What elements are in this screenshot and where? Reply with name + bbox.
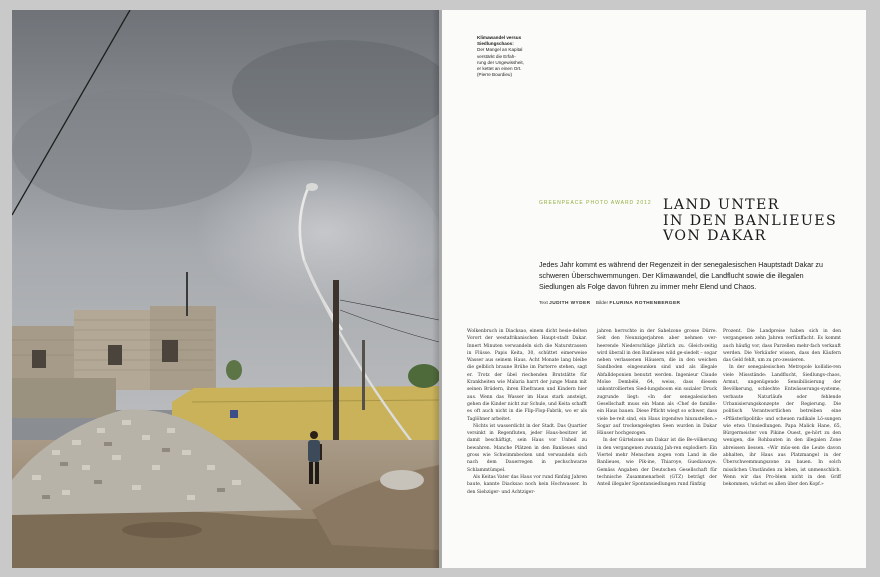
caption-line: Klimawandel versus <box>477 35 522 40</box>
byline <box>539 301 680 306</box>
body-column-2 <box>597 328 717 489</box>
street-photo <box>12 10 439 568</box>
body-paragraph: In der Gürtelzone um Dakar ist die Be-völkerung in den vergangenen zwanzig Jah-ren explodiert: Ein Viertel mehr Menschen zogen vom Land in die Banlieues, wie Pik-ine, Thiaroye, Guediawaye. Gemäss Angaben der Deutschen Gesellschaft für technische Zusammenarbeit (GTZ) beträgt der Anteil illegaler Spontansiedlungen rund fünfzig <box>597 438 717 488</box>
body-paragraph: In der senegalesischen Metropole kollidie-ren viele Missstände: Landflucht, Siedlungs-chaos, Armut, ungenügende Sensibilisierung der Bevölkerung, schlechte Entwässerungs-systeme, verbaute Naturläufe oder fehlende Urbanisierungskonzepte der Regierung. Die politisch Verantwortlichen betreiben eine «Pflästerlipolitik» und scheuen radikale Lö-sungen wie etwa Umsiedlungen. Papa Malick Hane, 65, Bürgermeister von Pikine Ouest, ge-hört zu den wenigen, die Rohbauten in den illegalen Zone abreissen liessen. «Wir müs-sen die Leute davon abhalten, ihr Haus aus Platzmangel in der Überschwemmungszone zu bauen. In solch misslichen Umständen zu leben, ist unmenschlich. Wenn wir das Pro-blem nicht in den Griff bekommen, wächst es allen über den Kopf.» <box>723 365 841 488</box>
body-paragraph: Als Keitas Vater das Haus vor rund fünfzig Jahren baute, kannte Diacksao noch kein Hochwasser. In den Siebziger- und Achtziger- <box>467 474 587 495</box>
byline-text-label: Text <box>539 301 548 306</box>
caption-line: er kettet an einen Ort. <box>477 66 522 72</box>
title-line: VON DAKAR <box>663 228 767 244</box>
body-column-3 <box>723 328 841 489</box>
article-lead: Jedes Jahr kommt es während der Regenzeit in der senegalesischen Hauptstadt Dakar zu schweren Überschwemmungen. Der Klimawandel, die Landflucht sowie die illegalen Siedlungen als Folge davon führen zu immer mehr Elend und Chaos. <box>539 261 823 291</box>
title-line: IN DEN BANLIEUES <box>663 212 838 229</box>
byline-photo-label: Bilder <box>595 301 609 306</box>
body-paragraph: Nichts ist wasserdicht in der Stadt. Das Quartier versinkt in Regenfluten, jeder Haus-besitzer ist damit beschäftigt, sein Haus vor Unheil zu bewahren. Manche Plätzen in den Banlieues sind gross wie Schwimmbecken und verwandeln sich nach dem Dauerregen in pechschwarze Schlammtümpel. <box>467 423 587 473</box>
article-title <box>663 198 853 245</box>
caption-line: Siedlungschaos: <box>477 41 514 47</box>
byline-text-author: JUDITH WYDER <box>549 301 591 306</box>
caption-line: Der Mangel an Kapital <box>477 47 523 53</box>
byline-photo-author: FLURINA ROTHENBERGER <box>609 301 681 306</box>
title-line: LAND UNTER <box>663 197 780 213</box>
photo-page <box>12 10 439 568</box>
section-kicker: GREENPEACE PHOTO AWARD 2012 <box>539 200 652 206</box>
body-column-1 <box>467 328 587 496</box>
body-paragraph: Prozent. Die Landpreise haben sich in den vergangenen zehn Jahren verfünffacht. Es kommt auch häufig vor, dass Parzellen mehr-fach verkauft werden. Die Verkäufer wissen, dass den Käufern das Geld fehlt, um zu pro-zessieren. <box>723 329 841 364</box>
caption-line: (Pierre Bourdieu) <box>477 72 512 78</box>
photo-caption <box>477 35 547 78</box>
body-paragraph: jahren herrschte in der Sahelzone grosse Dürre. Seit den Neunzigerjahren aber nehmen ver-heerende Niederschläge jährlich zu. Gleich-zeitig wird überall in den Banlieues wild ge-siedelt – sogar neben verlassenen Häusern, die in den weichen Sandboden eingesunken sind und als illegale Abfalldeponien benutzt werden. Ingenieur Claude Moïse Dembélé, 64, weiss, dass diesem unkontrollierten Sied-lungsboom ein sozialer Druck zugrunde liegt: «In der senegalesischen Gesellschaft muss ein Mann als ‹Chef de famille› ein Haus bauen. Diese Pflicht wiegt so schwer, dass viele be-reit sind, ein Haus irgendwo hinzustellen.» Sogar auf trockengelegten Seen wurden in Dakar Häuser hochgezogen. <box>597 329 717 437</box>
caption-line: verstärkt die Erfah- <box>477 53 516 59</box>
caption-line: rung der Ungewissheit, <box>477 59 524 65</box>
body-paragraph: Wolkenbruch in Diacksao, einem dicht besie-delten Vorort der westafrikanischen Haupt-stadt Dakar. Innert Minuten verwandeln sich die Naturstrassen in Flüsse. Papis Keita, 30, schüttet eimerweise Wasser aus seinem Haus. Acht Monate lang bleibe die gelblich braune Brühe im Parterre stehen, sagt er. Trotz der übel riechenden Brutstätte für Krankheiten wie Malaria harrt der junge Mann mit seinen Brüdern, ihren Ehefrauen und Kindern hier aus. Wenn das Wasser im Haus stark ansteigt, gehen die Kinder nicht zur Schule, und Keita schafft es oft auch nicht in die Flip-Flop-Fabrik, wo er als Taglöhner arbeitet. <box>467 329 587 422</box>
